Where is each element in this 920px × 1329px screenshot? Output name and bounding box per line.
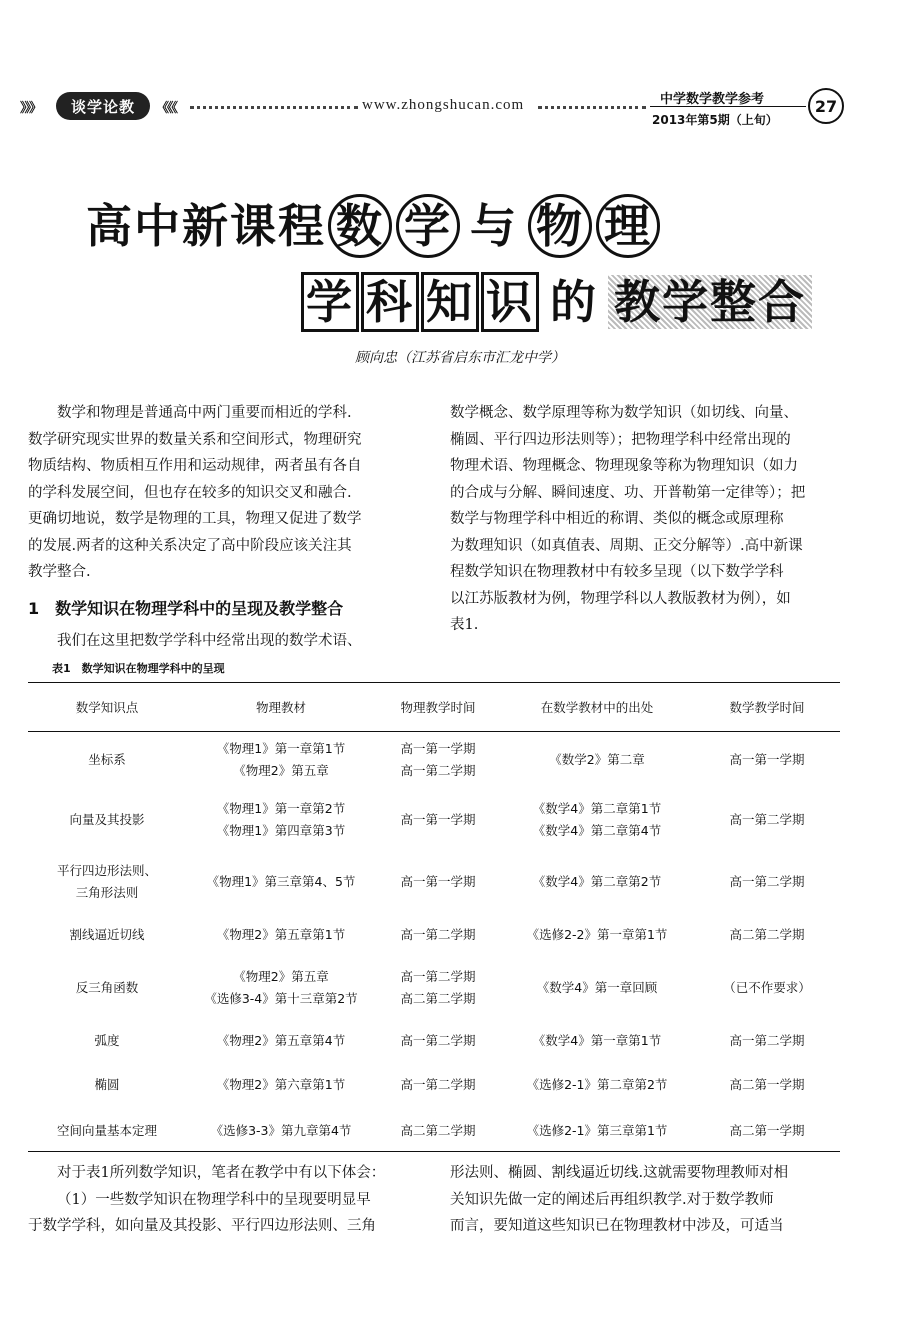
cell-physics-time bbox=[376, 1063, 500, 1107]
table-row bbox=[28, 957, 840, 1019]
cell-line: 高一第二学期 bbox=[729, 874, 805, 889]
paragraph-line: 对于表1所列数学知识，笔者在教学中有以下体会： bbox=[57, 1165, 386, 1181]
cell-physics-time bbox=[376, 851, 500, 913]
cell-math-time bbox=[694, 913, 840, 957]
cell-knowledge-point bbox=[28, 731, 186, 789]
cell-math-source bbox=[500, 957, 694, 1019]
cell-line: 《选修2-1》第三章第1节 bbox=[526, 1123, 668, 1138]
cell-line: 高一第二学期 bbox=[400, 1033, 476, 1048]
cell-line: 《选修2-1》第二章第2节 bbox=[526, 1077, 668, 1092]
table-row bbox=[28, 1019, 840, 1063]
left-column-intro bbox=[28, 400, 420, 586]
left-column-bottom bbox=[28, 1160, 420, 1240]
cell-line: 高一第二学期 bbox=[400, 969, 476, 984]
paragraph-line: 椭圆、平行四边形法则等）；把物理学科中经常出现的 bbox=[450, 431, 791, 448]
cell-line: 《数学4》第二章第2节 bbox=[532, 874, 662, 889]
paragraph-line: 程数学知识在物理教材中有较多呈现（以下数学学科 bbox=[450, 564, 784, 580]
left-column-continuation bbox=[28, 628, 420, 655]
cell-math-time bbox=[694, 1107, 840, 1155]
cell-line: 高二第一学期 bbox=[729, 1077, 805, 1092]
cell-line: 高一第二学期 bbox=[729, 1033, 805, 1048]
cell-math-time bbox=[694, 731, 840, 789]
table-row bbox=[28, 1107, 840, 1155]
title-char-boxed: 学 bbox=[301, 272, 359, 332]
right-column-bottom bbox=[450, 1160, 842, 1240]
paragraph-line: 我们在这里把数学学科中经常出现的数学术语、 bbox=[57, 633, 362, 649]
cell-physics-textbook bbox=[186, 957, 376, 1019]
cell-physics-textbook bbox=[186, 1107, 376, 1155]
paragraph-line: 数学概念、数学原理等称为数学知识（如切线、向量、 bbox=[450, 405, 798, 421]
journal-name: 中学数学教学参考 bbox=[660, 92, 765, 107]
title-part: 高中新课程 bbox=[86, 199, 326, 253]
table-caption: 表1 数学知识在物理学科中的呈现 bbox=[52, 662, 225, 675]
cell-line: 高二第一学期 bbox=[729, 1123, 805, 1138]
header-arrows-right: 《《《 bbox=[156, 101, 177, 116]
section-heading: 1 数学知识在物理学科中的呈现及教学整合 bbox=[28, 599, 344, 618]
paragraph-line: 形法则、椭圆、割线逼近切线.这就需要物理教师对相 bbox=[450, 1165, 789, 1181]
cell-line: 反三角函数 bbox=[75, 980, 139, 995]
paragraph-line: 物质结构、物质相互作用和运动规律，两者虽有各自 bbox=[28, 458, 362, 474]
paragraph-line: 更确切地说，数学是物理的工具，物理又促进了数学 bbox=[28, 511, 362, 527]
cell-knowledge-point bbox=[28, 789, 186, 851]
cell-physics-textbook bbox=[186, 731, 376, 789]
cell-line: 高一第二学期 bbox=[400, 1077, 476, 1092]
header-dotted-rule-left bbox=[190, 106, 358, 109]
cell-line: 高二第二学期 bbox=[400, 1123, 476, 1138]
cell-knowledge-point bbox=[28, 1107, 186, 1155]
title-char-circled: 学 bbox=[396, 194, 460, 258]
cell-line: 《数学2》第二章 bbox=[549, 752, 645, 767]
cell-knowledge-point bbox=[28, 1063, 186, 1107]
paragraph-line: 关知识先做一定的阐述后再组织教学.对于数学教师 bbox=[450, 1191, 774, 1208]
cell-math-time bbox=[694, 789, 840, 851]
cell-math-time bbox=[694, 1019, 840, 1063]
cell-math-source bbox=[500, 851, 694, 913]
column-header: 在数学教材中的出处 bbox=[540, 700, 654, 715]
table-row bbox=[28, 851, 840, 913]
cell-line: 《数学4》第一章回顾 bbox=[536, 980, 658, 995]
paragraph-line: 物理术语、物理概念、物理现象等称为物理知识（如力 bbox=[450, 458, 798, 474]
cell-knowledge-point bbox=[28, 957, 186, 1019]
title-char-boxed: 科 bbox=[361, 272, 419, 332]
paragraph-line: 于数学学科，如向量及其投影、平行四边形法则、三角 bbox=[28, 1218, 376, 1234]
title-line-2 bbox=[300, 266, 812, 332]
cell-line: 空间向量基本定理 bbox=[56, 1123, 157, 1138]
cell-line: 弧度 bbox=[94, 1033, 120, 1048]
cell-math-source bbox=[500, 731, 694, 789]
cell-line: 《选修3-3》第九章第4节 bbox=[210, 1123, 352, 1138]
paragraph-line: 为数理知识（如真值表、周期、正交分解等）.高中新课 bbox=[450, 537, 803, 554]
column-header: 物理教材 bbox=[255, 700, 306, 715]
column-header: 物理教学时间 bbox=[400, 700, 476, 715]
cell-line: 坐标系 bbox=[88, 752, 126, 767]
cell-line: 三角形法则 bbox=[75, 885, 139, 900]
right-column-intro bbox=[450, 400, 842, 639]
cell-line: 高一第一学期 bbox=[729, 752, 805, 767]
cell-line: 《物理1》第一章第2节 bbox=[216, 801, 346, 816]
title-part: 与 bbox=[470, 199, 518, 253]
cell-physics-textbook bbox=[186, 1019, 376, 1063]
cell-line: 《物理2》第五章 bbox=[233, 763, 329, 778]
cell-line: 《物理1》第四章第3节 bbox=[216, 823, 346, 838]
cell-line: 高一第二学期 bbox=[400, 927, 476, 942]
cell-line: 高一第二学期 bbox=[400, 763, 476, 778]
cell-physics-time bbox=[376, 789, 500, 851]
title-part-shaded: 教学整合 bbox=[608, 275, 812, 329]
cell-physics-time bbox=[376, 913, 500, 957]
paragraph-line: 的合成与分解、瞬间速度、功、开普勒第一定律等）；把 bbox=[450, 484, 806, 501]
cell-physics-time bbox=[376, 957, 500, 1019]
cell-line: 高一第一学期 bbox=[400, 741, 476, 756]
paragraph-line: 而言，要知道这些知识已在物理教材中涉及，可适当 bbox=[450, 1218, 784, 1234]
author-line: 顾向忠（江苏省启东市汇龙中学） bbox=[355, 350, 565, 366]
paragraph-line: 的学科发展空间，但也存在较多的知识交叉和融合. bbox=[28, 484, 352, 501]
column-header: 数学教学时间 bbox=[729, 700, 805, 715]
cell-math-source bbox=[500, 913, 694, 957]
cell-line: 《数学4》第二章第1节 bbox=[532, 801, 662, 816]
cell-physics-textbook bbox=[186, 851, 376, 913]
header-url: www.zhongshucan.com bbox=[362, 97, 525, 113]
cell-math-source bbox=[500, 1107, 694, 1155]
cell-math-source bbox=[500, 1063, 694, 1107]
header-arrows-left: 》》》 bbox=[20, 101, 41, 116]
cell-line: 《物理1》第一章第1节 bbox=[216, 741, 346, 756]
cell-line: 向量及其投影 bbox=[69, 812, 145, 827]
cell-line: 平行四边形法则、 bbox=[56, 863, 157, 878]
cell-physics-time bbox=[376, 1019, 500, 1063]
cell-physics-textbook bbox=[186, 913, 376, 957]
title-char-circled: 物 bbox=[528, 194, 592, 258]
cell-line: 高一第二学期 bbox=[729, 812, 805, 827]
title-char-boxed: 知 bbox=[421, 272, 479, 332]
cell-line: 《数学4》第二章第4节 bbox=[532, 823, 662, 838]
column-header: 数学知识点 bbox=[75, 700, 139, 715]
cell-physics-time bbox=[376, 731, 500, 789]
table-row bbox=[28, 731, 840, 789]
cell-line: 《物理2》第五章第1节 bbox=[216, 927, 346, 942]
paragraph-line: 数学和物理是普通高中两门重要而相近的学科. bbox=[57, 405, 352, 421]
cell-line: 《物理2》第五章第4节 bbox=[216, 1033, 346, 1048]
journal-rule bbox=[650, 106, 806, 107]
paragraph-line: 数学研究现实世界的数量关系和空间形式，物理研究 bbox=[28, 431, 362, 448]
cell-physics-time bbox=[376, 1107, 500, 1155]
cell-math-source bbox=[500, 789, 694, 851]
table-row bbox=[28, 1063, 840, 1107]
cell-line: 高二第二学期 bbox=[729, 927, 805, 942]
cell-line: 椭圆 bbox=[94, 1077, 120, 1092]
table-row bbox=[28, 789, 840, 851]
paragraph-line: 的发展.两者的这种关系决定了高中阶段应该关注其 bbox=[28, 537, 352, 554]
cell-math-time bbox=[694, 957, 840, 1019]
paragraph-line: 表1. bbox=[450, 617, 479, 633]
cell-physics-textbook bbox=[186, 1063, 376, 1107]
header-dotted-rule-right bbox=[538, 106, 646, 109]
cell-line: 《物理2》第六章第1节 bbox=[216, 1077, 346, 1092]
cell-math-source bbox=[500, 1019, 694, 1063]
table-row bbox=[28, 913, 840, 957]
section-badge: 谈学论教 bbox=[56, 92, 150, 120]
cell-line: （已不作要求） bbox=[723, 980, 811, 995]
cell-line: 《选修3-4》第十三章第2节 bbox=[204, 991, 358, 1006]
cell-line: 《数学4》第一章第1节 bbox=[532, 1033, 662, 1048]
table-body bbox=[28, 731, 840, 1155]
paragraph-line: 数学与物理学科中相近的称谓、类似的概念或原理称 bbox=[450, 511, 784, 527]
title-line-1 bbox=[86, 190, 662, 258]
cell-knowledge-point bbox=[28, 1019, 186, 1063]
cell-line: 高一第一学期 bbox=[400, 874, 476, 889]
title-char-circled: 理 bbox=[596, 194, 660, 258]
table-header-row bbox=[28, 683, 840, 731]
cell-line: 割线逼近切线 bbox=[69, 927, 145, 942]
cell-line: 《物理1》第三章第4、5节 bbox=[206, 874, 356, 889]
cell-line: 高一第一学期 bbox=[400, 812, 476, 827]
cell-knowledge-point bbox=[28, 851, 186, 913]
cell-knowledge-point bbox=[28, 913, 186, 957]
knowledge-table bbox=[28, 683, 840, 1155]
cell-line: 《物理2》第五章 bbox=[233, 969, 329, 984]
title-part: 的 bbox=[550, 275, 598, 329]
title-char-circled: 数 bbox=[328, 194, 392, 258]
page-number: 27 bbox=[808, 88, 844, 124]
cell-math-time bbox=[694, 1063, 840, 1107]
cell-line: 高二第二学期 bbox=[400, 991, 476, 1006]
cell-physics-textbook bbox=[186, 789, 376, 851]
paragraph-line: 以江苏版教材为例，物理学科以人教版教材为例），如 bbox=[450, 590, 791, 607]
paragraph-line: （1）一些数学知识在物理学科中的呈现要明显早 bbox=[57, 1191, 371, 1208]
cell-line: 《选修2-2》第一章第1节 bbox=[526, 927, 668, 942]
issue-info: 2013年第5期（上旬） bbox=[652, 113, 778, 127]
cell-math-time bbox=[694, 851, 840, 913]
paragraph-line: 教学整合. bbox=[28, 564, 91, 580]
title-char-boxed: 识 bbox=[481, 272, 539, 332]
